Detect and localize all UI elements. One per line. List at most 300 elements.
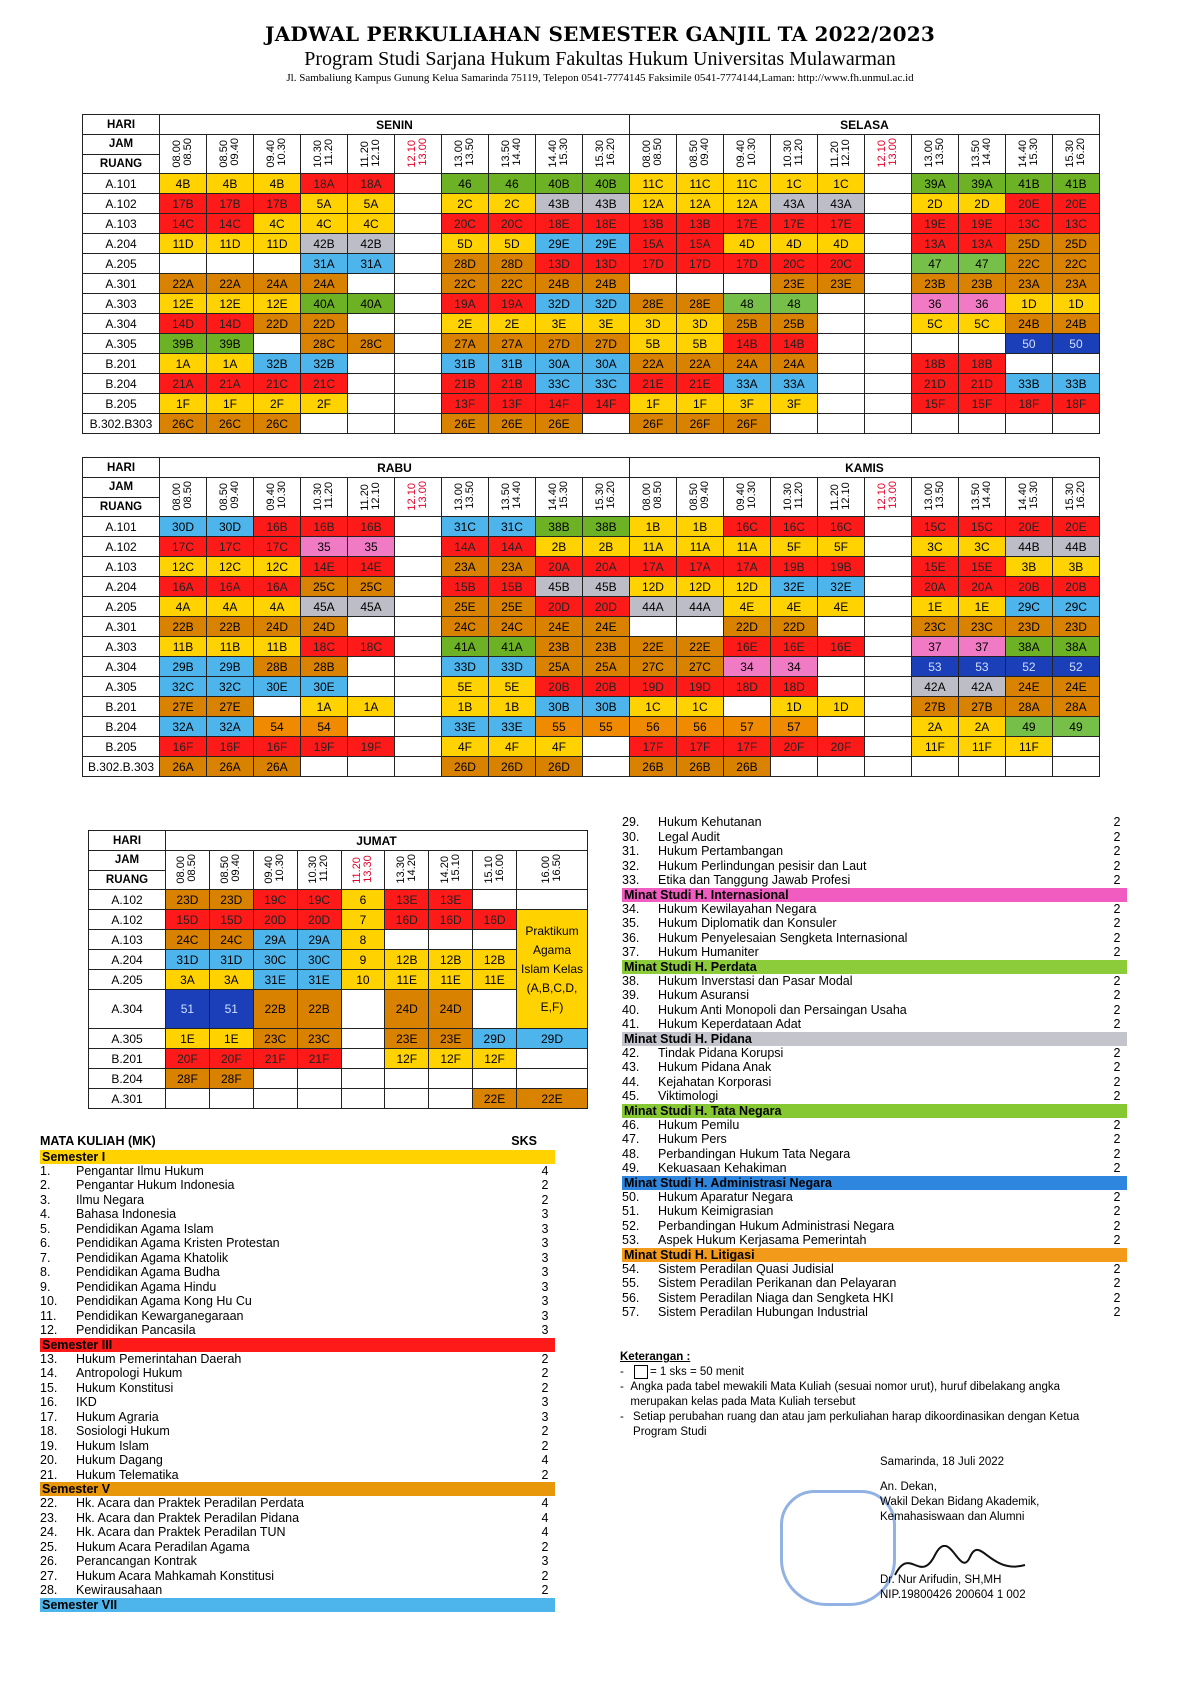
schedule-cell: 33D [488, 657, 535, 677]
schedule-cell: 4D [817, 234, 864, 254]
time-slot-label: 13.00 13.50 [452, 138, 476, 168]
time-slot-header [864, 478, 911, 517]
schedule-cell: 26B [629, 757, 676, 777]
schedule-cell: 21E [676, 374, 723, 394]
schedule-cell [864, 657, 911, 677]
time-slot-header [770, 478, 817, 517]
room-label: A.102 [83, 194, 160, 214]
time-slot-label: 12.10 13.00 [875, 138, 899, 168]
course-number: 4. [40, 1207, 51, 1221]
schedule-cell: 5E [441, 677, 488, 697]
schedule-cell [395, 657, 442, 677]
course-sks: 2 [1113, 1089, 1121, 1103]
schedule-cell: 14A [441, 537, 488, 557]
schedule-cell: 20D [253, 910, 297, 930]
schedule-cell: 1D [817, 697, 864, 717]
time-slot-header [297, 851, 341, 890]
schedule-cell: 20C [441, 214, 488, 234]
table-row [83, 697, 1100, 717]
schedule-cell [817, 414, 864, 434]
schedule-cell: 32B [301, 354, 348, 374]
list-item [40, 1395, 555, 1410]
time-slot-label: 10.30 11.20 [781, 139, 805, 168]
course-sks: 2 [1113, 815, 1121, 829]
schedule-cell: 24C [488, 617, 535, 637]
schedule-cell: 30C [297, 950, 341, 970]
schedule-cell: 17D [676, 254, 723, 274]
course-number: 30. [622, 829, 640, 844]
course-name: Sistem Peradilan Niaga dan Sengketa HKI [658, 1290, 894, 1305]
schedule-cell [864, 274, 911, 294]
list-item [40, 1569, 555, 1584]
schedule-cell: 30B [582, 697, 629, 717]
schedule-cell [348, 314, 395, 334]
course-sks: 2 [1113, 829, 1121, 844]
schedule-cell: 13E [385, 890, 429, 910]
schedule-cell: 17D [629, 254, 676, 274]
schedule-cell: 51 [166, 990, 210, 1029]
schedule-cell: 1B [441, 697, 488, 717]
course-group-band: Minat Studi H. Internasional [622, 888, 1127, 902]
course-number: 14. [40, 1366, 58, 1380]
time-slot-label: 08.00 08.50 [175, 854, 199, 884]
time-slot-header [911, 478, 958, 517]
course-name: Perbandingan Hukum Tata Negara [658, 1146, 851, 1161]
time-slot-label: 10.30 11.20 [312, 482, 335, 511]
schedule-cell: 17F [723, 737, 770, 757]
schedule-cell [473, 890, 517, 910]
list-item [40, 1439, 555, 1454]
schedule-cell: 39B [160, 334, 207, 354]
course-number: 13. [40, 1351, 58, 1366]
course-number: 5. [40, 1221, 51, 1236]
schedule-cell: 26E [488, 414, 535, 434]
time-slot-label: 09.40 10.30 [263, 854, 287, 884]
course-number: 27. [40, 1568, 58, 1583]
day-header-selasa: SELASA [629, 115, 1099, 135]
schedule-cell: 14C [207, 214, 254, 234]
course-sks: 4 [541, 1453, 549, 1467]
course-number: 43. [622, 1060, 640, 1074]
schedule-cell: 3A [166, 970, 210, 990]
time-slot-label: 08.50 09.40 [687, 481, 711, 511]
room-label: A.301 [83, 617, 160, 637]
schedule-cell: 23E [817, 274, 864, 294]
schedule-cell: 29B [207, 657, 254, 677]
list-item [622, 1219, 1127, 1234]
schedule-cell [864, 697, 911, 717]
time-slot-label: 11.20 12.10 [359, 138, 382, 168]
course-name: Hukum Pemerintahan Daerah [76, 1351, 242, 1366]
schedule-cell: 28F [209, 1069, 253, 1089]
table-row [89, 1069, 588, 1089]
note-text: Angka pada tabel mewakili Mata Kuliah (sesuai nomor urut), huruf dibelakang angka merupakan kelas pada Mata Kuliah tersebut [630, 1381, 1061, 1409]
course-sks: 2 [1113, 1060, 1121, 1074]
time-slot-label: 08.50 09.40 [218, 138, 241, 168]
course-name: Hukum Pers [658, 1132, 727, 1146]
schedule-cell: 11A [723, 537, 770, 557]
time-slot-label: 14.40 15.30 [1016, 481, 1040, 511]
room-label: B.201 [89, 1049, 166, 1069]
table-row [83, 374, 1100, 394]
schedule-cell: 16E [770, 637, 817, 657]
schedule-cell: 4C [301, 214, 348, 234]
course-name: Hukum Perlindungan pesisir dan Laut [658, 858, 867, 873]
schedule-cell: 6 [341, 890, 385, 910]
course-number: 55. [622, 1276, 640, 1290]
schedule-cell: 24D [385, 990, 429, 1029]
schedule-cell: 43B [535, 194, 582, 214]
list-item [622, 1075, 1127, 1090]
schedule-cell: 3E [535, 314, 582, 334]
course-name: Hk. Acara dan Praktek Peradilan Perdata [76, 1496, 304, 1510]
course-sks: 2 [541, 1380, 549, 1395]
schedule-cell: 1A [160, 354, 207, 374]
schedule-cell: 33B [1052, 374, 1099, 394]
schedule-cell: 31B [488, 354, 535, 374]
schedule-cell: 4E [770, 597, 817, 617]
schedule-cell: 21F [297, 1049, 341, 1069]
schedule-cell [723, 274, 770, 294]
schedule-cell: 48 [723, 294, 770, 314]
schedule-cell: 13F [488, 394, 535, 414]
schedule-cell: 17B [160, 194, 207, 214]
schedule-cell: 11C [629, 174, 676, 194]
sign-role-line3: Kemahasiswaan dan Alumni [880, 1511, 1025, 1523]
schedule-cell: 20B [1005, 577, 1052, 597]
schedule-cell: 23C [253, 1029, 297, 1049]
schedule-cell: 22E [629, 637, 676, 657]
schedule-cell [864, 394, 911, 414]
course-number: 16. [40, 1395, 58, 1409]
schedule-cell: 2B [535, 537, 582, 557]
schedule-cell: 20E [1052, 194, 1099, 214]
schedule-cell [385, 1089, 429, 1109]
time-slot-label: 16.00 16.50 [540, 854, 563, 884]
course-group-band: Semester VII [40, 1598, 555, 1612]
schedule-cell [395, 617, 442, 637]
praktikum-cell: Praktikum Agama Islam Kelas (A,B,C,D, E,F) [517, 910, 588, 1029]
time-slot-header [253, 851, 297, 890]
schedule-cell: 1A [207, 354, 254, 374]
time-slot-header [385, 851, 429, 890]
note-text: = 1 sks = 50 menit [650, 1366, 744, 1379]
schedule-cell: 20C [488, 214, 535, 234]
schedule-cell: 5F [817, 537, 864, 557]
course-name: Hukum Keperdataan Adat [658, 1017, 802, 1031]
table-row [83, 737, 1100, 757]
schedule-cell [395, 677, 442, 697]
schedule-cell: 31D [209, 950, 253, 970]
schedule-cell: 47 [911, 254, 958, 274]
schedule-cell: 37 [911, 637, 958, 657]
list-item [622, 815, 1127, 830]
table-row [83, 717, 1100, 737]
schedule-cell [817, 354, 864, 374]
list-item [622, 859, 1127, 874]
schedule-cell: 33C [582, 374, 629, 394]
signer-name: Dr. Nur Arifudin, SH,MH [880, 1574, 1002, 1586]
note-text: Setiap perubahan ruang dan atau jam perkuliahan harap dikoordinasikan dengan Ketua Program Studi [633, 1411, 1080, 1439]
course-sks: 3 [541, 1265, 549, 1279]
schedule-cell: 56 [676, 717, 723, 737]
schedule-cell [473, 990, 517, 1029]
schedule-cell: 19F [301, 737, 348, 757]
schedule-cell: 19C [297, 890, 341, 910]
document-address: Jl. Sambaliung Kampus Gunung Kelua Samarinda 75119, Telepon 0541-7774145 Faksimile 0541-7774144,Laman: http://www.fh.unmul.ac.id [286, 72, 914, 84]
list-item [40, 1323, 555, 1338]
schedule-cell: 19B [770, 557, 817, 577]
schedule-cell: 24C [166, 930, 210, 950]
course-sks: 3 [541, 1250, 549, 1265]
schedule-cell: 26E [535, 414, 582, 434]
schedule-cell: 23D [1052, 617, 1099, 637]
schedule-cell: 41B [1005, 174, 1052, 194]
course-number: 39. [622, 988, 640, 1002]
schedule-cell: 27D [535, 334, 582, 354]
time-slot-label: 15.30 16.20 [593, 481, 617, 511]
schedule-cell [864, 617, 911, 637]
list-item [622, 873, 1127, 888]
time-slot-header [254, 135, 301, 174]
time-slot-label: 13.00 13.50 [922, 138, 946, 168]
schedule-cell [395, 194, 442, 214]
course-sks: 2 [541, 1438, 549, 1453]
schedule-cell [958, 757, 1005, 777]
schedule-cell [817, 294, 864, 314]
course-number: 19. [40, 1438, 58, 1453]
time-slot-label: 09.40 10.30 [265, 138, 288, 168]
schedule-cell: 28C [348, 334, 395, 354]
time-slot-header [958, 478, 1005, 517]
schedule-cell: 15A [676, 234, 723, 254]
course-name: Pendidikan Agama Islam [76, 1221, 214, 1236]
schedule-cell: 24C [441, 617, 488, 637]
schedule-cell: 20B [535, 677, 582, 697]
course-number: 40. [622, 1002, 640, 1017]
schedule-cell: 43A [770, 194, 817, 214]
schedule-cell: 31C [488, 517, 535, 537]
list-item [622, 931, 1127, 946]
schedule-cell: 1E [209, 1029, 253, 1049]
schedule-cell: 1C [817, 174, 864, 194]
schedule-cell [517, 1069, 588, 1089]
course-sks: 2 [1113, 988, 1121, 1002]
schedule-cell: 12A [723, 194, 770, 214]
course-sks: 4 [541, 1496, 549, 1510]
course-sks: 2 [1113, 1233, 1121, 1247]
schedule-cell: 12E [160, 294, 207, 314]
schedule-cell: 31E [253, 970, 297, 990]
schedule-cell: 20E [1005, 194, 1052, 214]
time-slot-label: 13.50 14.40 [499, 481, 523, 511]
course-name: Hukum Konstitusi [76, 1380, 174, 1395]
time-slot-header [958, 135, 1005, 174]
list-item [40, 1236, 555, 1251]
course-name: Hukum Diplomatik dan Konsuler [658, 916, 837, 930]
schedule-cell: 21B [488, 374, 535, 394]
schedule-cell: 56 [629, 717, 676, 737]
course-sks: 2 [1113, 1017, 1121, 1031]
schedule-cell: 35 [348, 537, 395, 557]
schedule-cell: 53 [911, 657, 958, 677]
schedule-cell: 24B [1005, 314, 1052, 334]
schedule-cell [864, 234, 911, 254]
schedule-cell: 11F [911, 737, 958, 757]
schedule-cell: 23D [1005, 617, 1052, 637]
schedule-cell: 42B [348, 234, 395, 254]
schedule-cell: 24B [535, 274, 582, 294]
time-slot-label: 09.40 10.30 [734, 138, 758, 168]
list-item [622, 988, 1127, 1003]
course-name: Pendidikan Agama Kong Hu Cu [76, 1294, 252, 1308]
schedule-cell: 11D [207, 234, 254, 254]
course-number: 22. [40, 1496, 58, 1510]
schedule-cell [254, 334, 301, 354]
day-header-jumat: JUMAT [166, 831, 588, 851]
course-sks: 2 [541, 1539, 549, 1554]
course-name: Pengantar Ilmu Hukum [76, 1163, 204, 1178]
schedule-cell [864, 557, 911, 577]
room-label: B.205 [83, 737, 160, 757]
course-name: Bahasa Indonesia [76, 1207, 177, 1221]
schedule-cell: 1D [770, 697, 817, 717]
schedule-cell: 26F [723, 414, 770, 434]
schedule-cell: 26F [629, 414, 676, 434]
schedule-cell: 4C [348, 214, 395, 234]
schedule-cell: 12A [629, 194, 676, 214]
course-number: 6. [40, 1236, 51, 1250]
list-item [622, 844, 1127, 859]
course-sks: 2 [1113, 1305, 1121, 1319]
schedule-cell [864, 517, 911, 537]
time-slot-header [629, 478, 676, 517]
schedule-cell: 12B [385, 950, 429, 970]
schedule-cell: 4C [254, 214, 301, 234]
schedule-cell: 5B [676, 334, 723, 354]
time-slot-header [817, 135, 864, 174]
schedule-cell: 20A [535, 557, 582, 577]
schedule-cell [429, 1069, 473, 1089]
course-number: 31. [622, 844, 640, 858]
table-row [89, 930, 588, 950]
schedule-cell: 22C [1005, 254, 1052, 274]
list-item [622, 1089, 1127, 1104]
room-label: A.304 [89, 990, 166, 1029]
schedule-cell: 15F [911, 394, 958, 414]
table-row [83, 274, 1100, 294]
time-slot-header [629, 135, 676, 174]
list-item [40, 1265, 555, 1280]
schedule-cell: 14D [207, 314, 254, 334]
schedule-cell: 25B [723, 314, 770, 334]
schedule-cell [629, 617, 676, 637]
schedule-cell [395, 557, 442, 577]
schedule-cell: 49 [1052, 717, 1099, 737]
schedule-cell [395, 294, 442, 314]
schedule-cell: 3F [723, 394, 770, 414]
schedule-cell: 26C [254, 414, 301, 434]
jam-label: JAM [89, 851, 166, 871]
schedule-cell: 16B [301, 517, 348, 537]
schedule-cell [676, 617, 723, 637]
schedule-cell [770, 414, 817, 434]
schedule-cell: 22B [253, 990, 297, 1029]
schedule-cell [864, 254, 911, 274]
schedule-cell: 18F [1052, 394, 1099, 414]
schedule-cell: 37 [958, 637, 1005, 657]
schedule-cell: 49 [1005, 717, 1052, 737]
schedule-cell [911, 334, 958, 354]
table-row [83, 174, 1100, 194]
schedule-cell: 29A [297, 930, 341, 950]
list-item [622, 1132, 1127, 1147]
time-slot-header [676, 135, 723, 174]
schedule-cell: 44B [1005, 537, 1052, 557]
schedule-cell [517, 890, 588, 910]
schedule-cell: 25C [301, 577, 348, 597]
schedule-cell: 17C [254, 537, 301, 557]
schedule-cell: 16A [207, 577, 254, 597]
course-sks: 3 [541, 1395, 549, 1409]
schedule-cell: 26A [160, 757, 207, 777]
schedule-cell [395, 394, 442, 414]
time-slot-header [535, 478, 582, 517]
schedule-cell: 23E [429, 1029, 473, 1049]
schedule-cell [723, 697, 770, 717]
course-name: Pendidikan Agama Kristen Protestan [76, 1236, 280, 1250]
schedule-cell: 33E [441, 717, 488, 737]
schedule-cell [864, 597, 911, 617]
schedule-cell [864, 537, 911, 557]
schedule-cell: 13D [582, 254, 629, 274]
course-number: 11. [40, 1308, 57, 1323]
schedule-cell [395, 637, 442, 657]
schedule-cell: 29D [517, 1029, 588, 1049]
list-item [40, 1309, 555, 1324]
schedule-cell: 32C [207, 677, 254, 697]
schedule-cell [864, 677, 911, 697]
schedule-cell [395, 717, 442, 737]
schedule-cell [385, 1069, 429, 1089]
schedule-cell: 7 [341, 910, 385, 930]
course-number: 21. [40, 1467, 58, 1482]
schedule-cell [395, 737, 442, 757]
course-sks: 2 [1113, 1161, 1121, 1175]
schedule-cell: 28F [166, 1069, 210, 1089]
schedule-cell: 27E [160, 697, 207, 717]
schedule-cell: 43A [817, 194, 864, 214]
schedule-cell: 24A [254, 274, 301, 294]
schedule-cell: 19B [817, 557, 864, 577]
course-sks: 2 [1113, 1218, 1121, 1233]
schedule-cell: 24A [723, 354, 770, 374]
course-name: Pendidikan Agama Budha [76, 1265, 220, 1279]
table-row [83, 577, 1100, 597]
schedule-cell: 28E [629, 294, 676, 314]
schedule-cell: 20E [1005, 517, 1052, 537]
schedule-cell [817, 717, 864, 737]
faculty-stamp-icon [780, 1490, 896, 1606]
schedule-cell [395, 414, 442, 434]
course-number: 12. [40, 1323, 58, 1337]
schedule-cell: 14B [770, 334, 817, 354]
schedule-cell: 52 [1005, 657, 1052, 677]
schedule-cell: 12D [629, 577, 676, 597]
schedule-cell: 3F [770, 394, 817, 414]
course-sks: 2 [541, 1178, 549, 1192]
time-slot-label: 08.50 09.40 [218, 481, 241, 511]
